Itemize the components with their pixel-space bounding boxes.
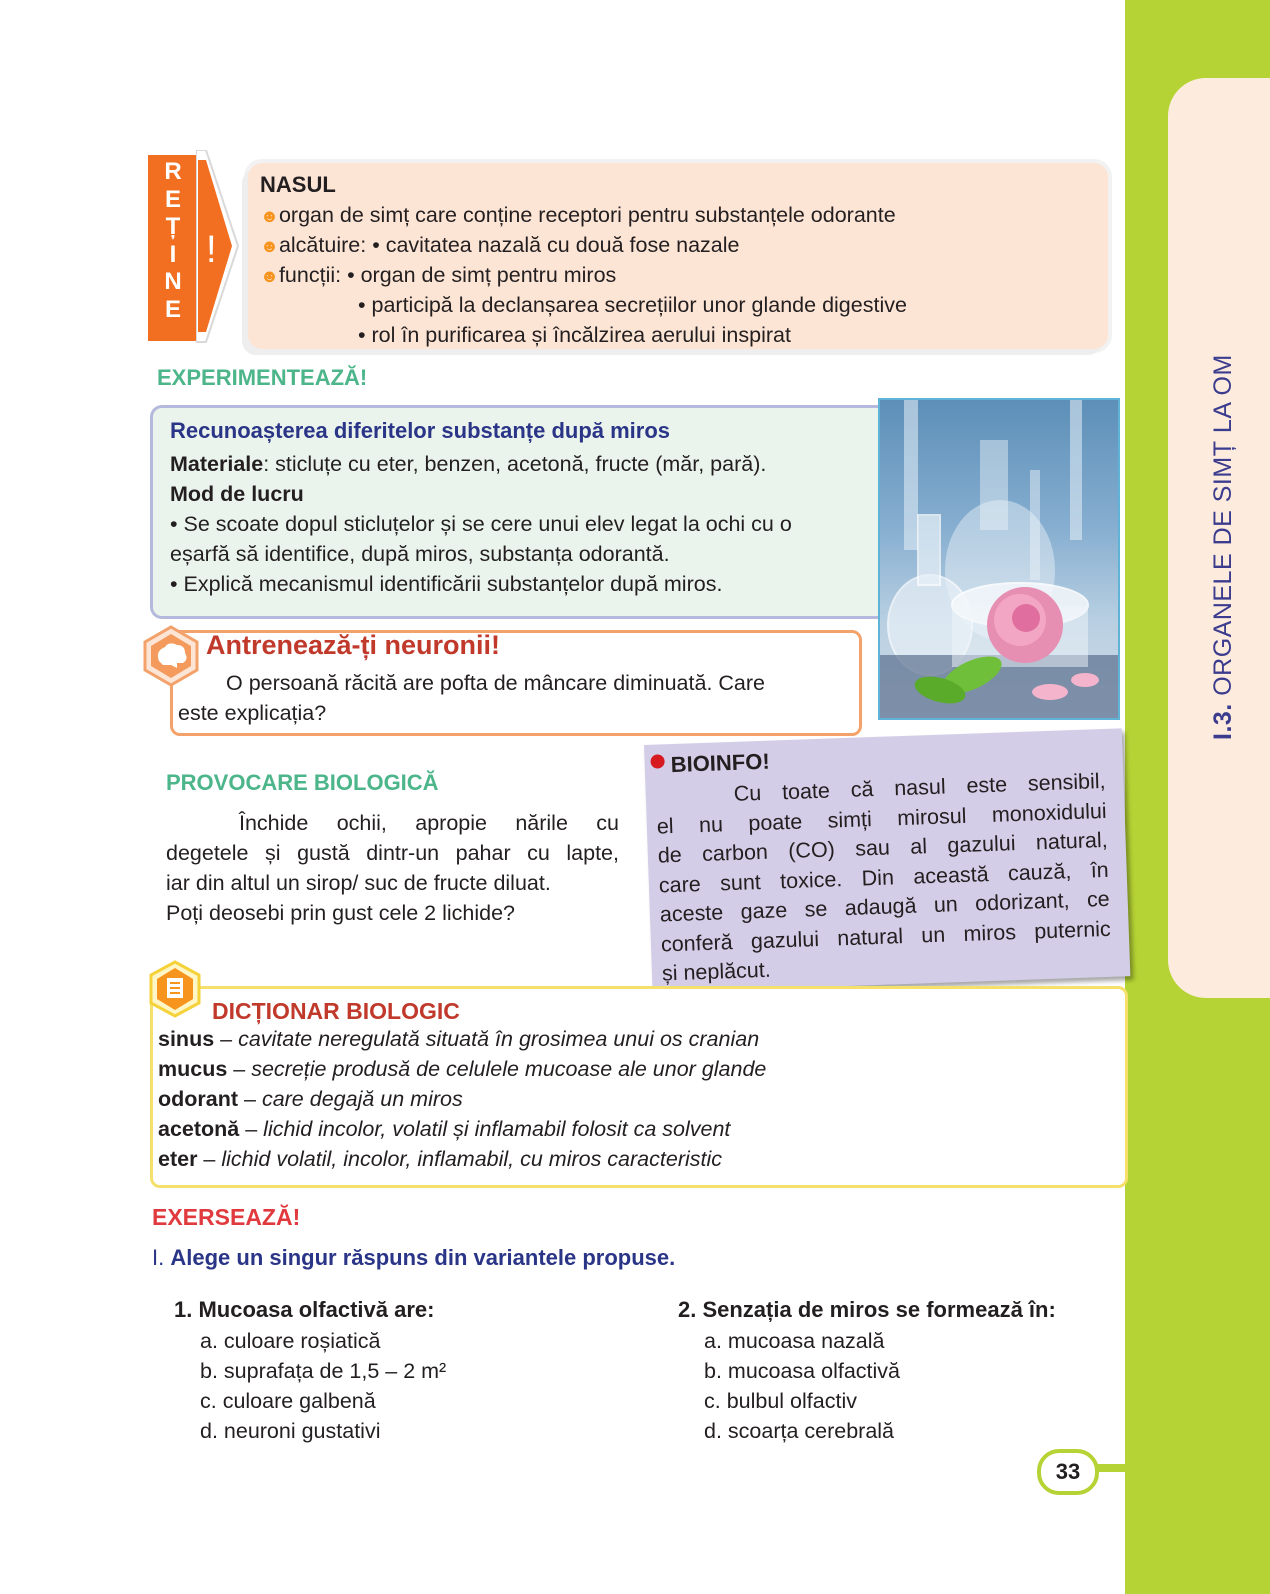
dictionary-entry: sinus – cavitate neregulată situată în grosimea unui os cranian	[158, 1027, 760, 1051]
smiley-bullet-icon: ☻	[260, 206, 279, 226]
challenge-line-4: Poți deosebi prin gust cele 2 lichide?	[166, 901, 515, 925]
brain-icon	[142, 625, 200, 687]
bioinfo-line-4: care sunt toxice. Din această cauză, în	[658, 857, 1110, 898]
retine-arrow-icon	[196, 150, 244, 350]
flasks-rose-illustration	[880, 400, 1118, 718]
retine-line-functions: ☻funcții: • organ de simț pentru miros	[260, 263, 617, 287]
bioinfo-line-3: de carbon (CO) sau al gazului natural,	[657, 827, 1109, 868]
red-dot-icon	[650, 754, 664, 768]
dictionary-entry: mucus – secreție produsă de celulele mucoase ale unor glande	[158, 1057, 767, 1081]
retine-line-function-3: • rol în purificarea și încălzirea aerului inspirat	[358, 323, 791, 347]
question-1-title: 1. Mucoasa olfactivă are:	[174, 1297, 435, 1322]
flasks-rose-photo	[878, 398, 1120, 720]
exercise-instruction: I. Alege un singur răspuns din variantele propuse.	[152, 1245, 676, 1270]
smiley-bullet-icon: ☻	[260, 236, 279, 256]
challenge-heading: PROVOCARE BIOLOGICĂ	[166, 770, 439, 795]
page-number: 33	[1037, 1449, 1099, 1495]
bioinfo-line-6: conferă gazului natural un miros puternic	[660, 916, 1112, 957]
challenge-line-1: Închide ochii, apropie nările cu	[239, 811, 619, 835]
experiment-title: Recunoașterea diferitelor substanțe după miros	[170, 418, 671, 443]
exclamation-mark: !	[206, 229, 217, 271]
question-1-option-c: c. culoare galbenă	[200, 1389, 376, 1413]
brain-training-title: Antrenează-ți neuronii!	[206, 630, 501, 660]
question-2-title: 2. Senzația de miros se formează în:	[678, 1297, 1056, 1322]
experiment-step-2: • Explică mecanismul identificării substanțelor după miros.	[170, 572, 723, 596]
experiment-step-1a: • Se scoate dopul sticluțelor și se cere unui elev legat la ochi cu o	[170, 512, 792, 536]
experiment-step-1b: eșarfă să identifice, după miros, substanța odorantă.	[170, 542, 670, 566]
question-2-option-a: a. mucoasa nazală	[704, 1329, 885, 1353]
question-1-option-b: b. suprafața de 1,5 – 2 m²	[200, 1359, 447, 1383]
retine-line-definition: ☻organ de simț care conține receptori pentru substanțele odorante	[260, 203, 896, 227]
chapter-number: I.3.	[1209, 703, 1237, 740]
challenge-line-2: degetele și gustă dintr-un pahar cu lapte,	[166, 841, 619, 865]
notebook-icon	[148, 960, 202, 1018]
dictionary-title: DICȚIONAR BIOLOGIC	[212, 998, 460, 1024]
question-2-option-b: b. mucoasa olfactivă	[704, 1359, 900, 1383]
experiment-materials: Materiale: sticluțe cu eter, benzen, acetonă, fructe (măr, pară).	[170, 452, 767, 476]
retine-line-function-2: • participă la declanșarea secrețiilor unor glande digestive	[358, 293, 907, 317]
bioinfo-line-2: el nu poate simți mirosul monoxidului	[656, 798, 1108, 839]
dictionary-entry: eter – lichid volatil, incolor, inflamabil, cu miros caracteristic	[158, 1147, 723, 1171]
experiment-heading: EXPERIMENTEAZĂ!	[157, 365, 368, 390]
dictionary-entry: odorant – care degajă un miros	[158, 1087, 463, 1111]
bioinfo-line-5: aceste gaze se adaugă un odorizant, ce	[659, 886, 1111, 927]
dictionary-entry: acetonă – lichid incolor, volatil și inflamabil folosit ca solvent	[158, 1117, 731, 1141]
experiment-method-label: Mod de lucru	[170, 482, 304, 506]
bioinfo-line-7: și neplăcut.	[661, 957, 772, 986]
bioinfo-line-1: Cu toate că nasul este sensibil,	[733, 768, 1106, 806]
question-2-option-d: d. scoarța cerebrală	[704, 1419, 895, 1443]
exercise-heading: EXERSEAZĂ!	[152, 1204, 301, 1230]
bioinfo-card	[644, 728, 1130, 993]
bioinfo-title: BIOINFO!	[670, 748, 771, 778]
brain-training-text-1: O persoană răcită are pofta de mâncare diminuată. Care	[226, 671, 765, 695]
retine-title: NASUL	[260, 172, 336, 197]
chapter-title: ORGANELE DE SIMȚ LA OM	[1209, 354, 1237, 696]
question-1-option-a: a. culoare roșiatică	[200, 1329, 381, 1353]
smiley-bullet-icon: ☻	[260, 266, 279, 286]
challenge-line-3: iar din altul un sirop/ suc de fructe diluat.	[166, 871, 551, 895]
retine-letters: R E Ț I N E	[164, 158, 182, 323]
question-2-option-c: c. bulbul olfactiv	[704, 1389, 857, 1413]
retine-line-structure: ☻alcătuire: • cavitatea nazală cu două fose nazale	[260, 233, 740, 257]
brain-training-text-2: este explicația?	[178, 701, 327, 725]
question-1-option-d: d. neuroni gustativi	[200, 1419, 381, 1443]
